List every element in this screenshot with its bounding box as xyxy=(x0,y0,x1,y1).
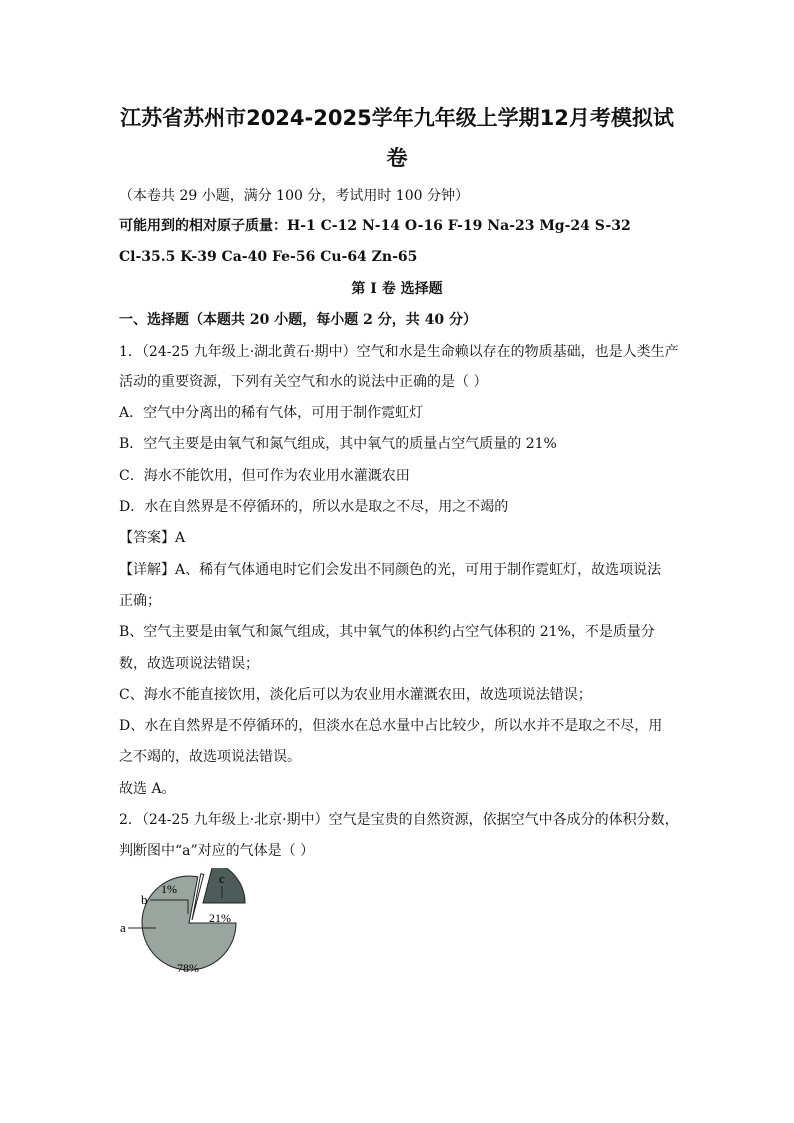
label-b-percent: 1% xyxy=(161,882,177,896)
q1-option-b: B．空气主要是由氧气和氮气组成，其中氧气的质量占空气质量的 21% xyxy=(119,436,557,452)
q2-stem-line-1: 2．（24-25 九年级上·北京·期中）空气是宝贵的自然资源，依据空气中各成分的体积分数， xyxy=(119,812,679,828)
atomic-masses-line-2: Cl-35.5 K-39 Ca-40 Fe-56 Cu-64 Zn-65 xyxy=(119,249,418,265)
label-c-percent: 21% xyxy=(209,911,231,925)
q1-option-c: C．海水不能饮用，但可作为农业用水灌溉农田 xyxy=(119,468,410,484)
q1-detail-line-1: 【详解】A、稀有气体通电时它们会发出不同颜色的光，可用于制作霓虹灯，故选项说法 xyxy=(119,562,662,578)
q1-stem-line-1: 1．（24-25 九年级上·湖北黄石·期中）空气和水是生命赖以存在的物质基础，也是人类生产 xyxy=(119,344,679,360)
atomic-masses-line-1: 可能用到的相对原子质量：H-1 C-12 N-14 O-16 F-19 Na-23 Mg-24 S-32 xyxy=(119,218,631,234)
label-a-percent: 78% xyxy=(177,961,199,975)
section-heading: 一、选择题（本题共 20 小题，每小题 2 分，共 40 分） xyxy=(119,312,477,328)
part-title: 第 I 卷 选择题 xyxy=(351,281,443,297)
q2-stem-line-2: 判断图中“a”对应的气体是（ ） xyxy=(119,843,315,859)
page-title-continued: 卷 xyxy=(386,146,408,170)
label-b: b xyxy=(141,892,148,907)
page-title: 江苏省苏州市2024-2025学年九年级上学期12月考模拟试 xyxy=(120,106,674,130)
air-composition-pie-chart xyxy=(112,868,252,1008)
q1-detail-line-5: C、海水不能直接饮用，淡化后可以为农业用水灌溉农田，故选项说法错误； xyxy=(119,687,592,703)
q1-conclusion: 故选 A。 xyxy=(119,781,176,797)
q1-detail-line-2: 正确； xyxy=(119,593,161,609)
q1-option-d: D．水在自然界是不停循环的，所以水是取之不尽，用之不竭的 xyxy=(119,499,509,515)
q1-option-a: A．空气中分离出的稀有气体，可用于制作霓虹灯 xyxy=(119,405,424,421)
q1-detail-line-6: D、水在自然界是不停循环的，但淡水在总水量中占比较少，所以水并不是取之不尽，用 xyxy=(119,718,663,734)
q1-stem-line-2: 活动的重要资源，下列有关空气和水的说法中正确的是（ ） xyxy=(119,374,488,390)
exam-note: （本卷共 29 小题，满分 100 分，考试用时 100 分钟） xyxy=(119,188,469,204)
q1-detail-line-3: B、空气主要是由氧气和氮气组成，其中氧气的体积约占空气体积的 21%，不是质量分 xyxy=(119,624,655,640)
q1-detail-line-7: 之不竭的，故选项说法错误。 xyxy=(119,749,301,765)
label-c: c xyxy=(219,871,225,886)
q1-detail-line-4: 数，故选项说法错误； xyxy=(119,656,259,672)
q1-answer: 【答案】A xyxy=(119,530,186,546)
label-a: a xyxy=(120,920,126,935)
